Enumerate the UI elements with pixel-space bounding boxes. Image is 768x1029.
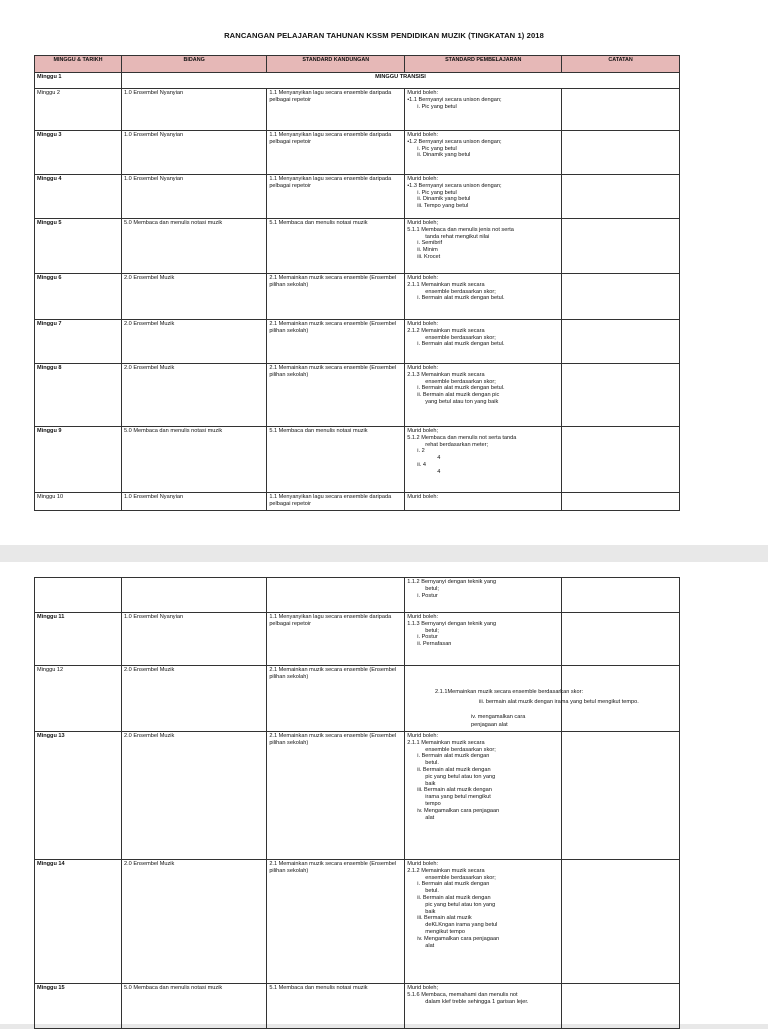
bidang-cell: 2.0 Ensembel Muzik xyxy=(121,732,266,860)
pembelajaran-line: Murid boleh: xyxy=(407,614,439,620)
kandungan-cell: 2.1 Memainkan muzik secara ensemble (Ensembel pilihan sekolah) xyxy=(267,320,405,364)
pembelajaran-cell xyxy=(405,274,562,320)
pembelajaran-line: iii. Tempo yang betul xyxy=(417,203,469,210)
pembelajaran-line: i. Postur xyxy=(417,634,438,641)
pembelajaran-line: Murid boleh: xyxy=(407,275,439,281)
bidang-cell: 1.0 Ensembel Nyanyian xyxy=(121,493,266,511)
pembelajaran-line: 1.1.2 Bernyanyi dengan teknik yang xyxy=(407,579,497,585)
pembelajaran-line: 4 xyxy=(437,468,441,475)
pembelajaran-line: ensemble berdasarkan skor; xyxy=(425,746,496,753)
pembelajaran-line: deKLKngan irama yang betul xyxy=(425,922,498,929)
week-cell: Minggu 8 xyxy=(35,364,122,427)
table-row xyxy=(35,364,680,427)
table-row xyxy=(35,73,680,89)
pembelajaran-line: ii. Pernafasan xyxy=(417,641,452,648)
pembelajaran-line: iii. Bermain alat muzik xyxy=(417,915,472,922)
overflow-text-line: 2.1.1Memainkan muzik secara ensemble berdasarkan skor: xyxy=(435,689,583,695)
pembelajaran-line: Murid boleh; xyxy=(407,428,439,434)
table-row xyxy=(35,613,680,666)
table-row xyxy=(35,175,680,219)
pembelajaran-line: rehat berdasarkan meter; xyxy=(425,441,489,448)
kandungan-cell: 5.1 Membaca dan menulis notasi muzik xyxy=(267,219,405,274)
pembelajaran-line: Murid boleh: xyxy=(407,132,439,138)
pembelajaran-line: tanda rehat mengikut nilai xyxy=(425,233,490,240)
week-cell: Minggu 6 xyxy=(35,274,122,320)
catatan-cell xyxy=(562,320,680,364)
pembelajaran-line: ensemble berdasarkan skor; xyxy=(425,334,496,341)
week-cell: Minggu 14 xyxy=(35,860,122,984)
kandungan-cell: 5.1 Membaca dan menulis notasi muzik xyxy=(267,427,405,493)
pembelajaran-line: i. Pic yang betul xyxy=(417,189,457,196)
catatan-cell xyxy=(562,860,680,984)
pembelajaran-cell xyxy=(405,860,562,984)
pembelajaran-line: Murid boleh: xyxy=(407,321,439,327)
table-row xyxy=(35,89,680,131)
table-row xyxy=(35,984,680,1029)
table-row xyxy=(35,427,680,493)
pembelajaran-cell xyxy=(405,578,562,613)
pembelajaran-line: alat xyxy=(425,942,435,949)
pembelajaran-line: ii. 4 xyxy=(417,461,426,468)
kandungan-cell: 1.1 Menyanyikan lagu secara ensemble daripada pelbagai repetoir xyxy=(267,175,405,219)
kandungan-cell: 2.1 Memainkan muzik secara ensemble (Ensembel pilihan sekolah) xyxy=(267,732,405,860)
table-row xyxy=(35,131,680,175)
pembelajaran-line: baik xyxy=(425,908,436,915)
pembelajaran-line: Murid boleh: xyxy=(407,733,439,739)
week-cell: Minggu 13 xyxy=(35,732,122,860)
table-row xyxy=(35,732,680,860)
pembelajaran-line: tempo xyxy=(425,800,441,807)
pembelajaran-line: pic yang betul atau ton yang xyxy=(425,901,496,908)
week-cell: Minggu 9 xyxy=(35,427,122,493)
table-row xyxy=(35,274,680,320)
pembelajaran-line: ii. Dinamik yang betul xyxy=(417,196,471,203)
header-standard-pembelajaran: STANDARD PEMBELAJARAN xyxy=(405,56,562,73)
pembelajaran-line: ii. Bermain alat muzik dengan xyxy=(417,766,491,773)
week-cell: Minggu 11 xyxy=(35,613,122,666)
catatan-cell xyxy=(562,131,680,175)
pembelajaran-line: •1.1 Bernyanyi secara unison dengan; xyxy=(407,96,502,103)
bidang-cell: 2.0 Ensembel Muzik xyxy=(121,274,266,320)
pembelajaran-line: irama yang betul mengikut xyxy=(425,794,491,801)
pembelajaran-line: iii. Krocet xyxy=(417,253,441,260)
pembelajaran-line: ii. Bermain alat muzik dengan pic xyxy=(417,392,500,399)
week-cell: Minggu 4 xyxy=(35,175,122,219)
pembelajaran-line: betul; xyxy=(425,585,439,592)
bidang-cell: 5.0 Membaca dan menulis notasi muzik xyxy=(121,427,266,493)
pembelajaran-cell xyxy=(405,427,562,493)
catatan-cell xyxy=(562,984,680,1029)
bidang-cell: 2.0 Ensembel Muzik xyxy=(121,364,266,427)
week-cell: Minggu 15 xyxy=(35,984,122,1029)
bidang-cell xyxy=(121,578,266,613)
catatan-cell xyxy=(562,427,680,493)
pembelajaran-cell xyxy=(405,219,562,274)
pembelajaran-line: ii. Minim xyxy=(417,247,438,254)
bidang-cell: 2.0 Ensembel Muzik xyxy=(121,860,266,984)
pembelajaran-cell xyxy=(405,364,562,427)
bidang-cell: 1.0 Ensembel Nyanyian xyxy=(121,613,266,666)
pembelajaran-line: iv. Mengamalkan cara penjagaan xyxy=(417,935,500,942)
week-cell: Minggu 10 xyxy=(35,493,122,511)
pembelajaran-line: 1.1.3 Bernyanyi dengan teknik yang xyxy=(407,620,497,627)
catatan-cell xyxy=(562,89,680,131)
lesson-plan-table-page-2 xyxy=(34,577,680,1029)
pembelajaran-line: ensemble berdasarkan skor; xyxy=(425,874,496,881)
week-cell xyxy=(35,578,122,613)
bidang-cell: 5.0 Membaca dan menulis notasi muzik xyxy=(121,219,266,274)
week-cell: Minggu 5 xyxy=(35,219,122,274)
catatan-cell xyxy=(562,219,680,274)
pembelajaran-line: baik xyxy=(425,780,436,787)
bidang-cell: 1.0 Ensembel Nyanyian xyxy=(121,175,266,219)
pembelajaran-cell xyxy=(405,613,562,666)
kandungan-cell: 1.1 Menyanyikan lagu secara ensemble daripada pelbagai repetoir xyxy=(267,613,405,666)
pembelajaran-line: ii. Dinamik yang betul xyxy=(417,152,471,159)
overflow-text-line: penjagaan alat xyxy=(471,722,508,728)
kandungan-cell: 2.1 Memainkan muzik secara ensemble (Ensembel pilihan sekolah) xyxy=(267,364,405,427)
pembelajaran-line: iv. Mengamalkan cara penjagaan xyxy=(417,807,500,814)
pembelajaran-line: Murid boleh: xyxy=(407,861,439,867)
kandungan-cell xyxy=(267,578,405,613)
catatan-cell xyxy=(562,613,680,666)
table-row xyxy=(35,320,680,364)
transition-label: MINGGU TRANSISI xyxy=(121,73,679,89)
pembelajaran-line: ensemble berdasarkan skor; xyxy=(425,378,496,385)
catatan-cell xyxy=(562,274,680,320)
catatan-cell xyxy=(562,578,680,613)
pembelajaran-line: 5.1.1 Membaca dan menulis jenis not serta xyxy=(407,226,514,233)
catatan-cell xyxy=(562,493,680,511)
pembelajaran-line: i. Pic yang betul xyxy=(417,145,457,152)
pembelajaran-cell xyxy=(405,175,562,219)
pembelajaran-line: i. Postur xyxy=(417,592,438,599)
pembelajaran-line: i. Bermain alat muzik dengan xyxy=(417,881,490,888)
kandungan-cell: 2.1 Memainkan muzik secara ensemble (Ensembel pilihan sekolah) xyxy=(267,274,405,320)
table-row xyxy=(35,578,680,613)
kandungan-cell: 2.1 Memainkan muzik secara ensemble (Ensembel pilihan sekolah) xyxy=(267,860,405,984)
pembelajaran-cell xyxy=(405,89,562,131)
kandungan-cell: 1.1 Menyanyikan lagu secara ensemble daripada pelbagai repetoir xyxy=(267,131,405,175)
bidang-cell: 2.0 Ensembel Muzik xyxy=(121,320,266,364)
pembelajaran-line: iii. Bermain alat muzik dengan xyxy=(417,787,492,794)
kandungan-cell: 5.1 Membaca dan menulis notasi muzik xyxy=(267,984,405,1029)
bidang-cell: 1.0 Ensembel Nyanyian xyxy=(121,131,266,175)
table-row xyxy=(35,493,680,511)
pembelajaran-line: 2.1.2 Memainkan muzik secara xyxy=(407,867,485,874)
pembelajaran-line: ii. Bermain alat muzik dengan xyxy=(417,894,491,901)
overflow-text-line: iii. bermain alat muzik dengan irama yang betul mengikut tempo. xyxy=(479,699,639,705)
pembelajaran-line: i. Pic yang betul xyxy=(417,103,457,110)
pembelajaran-cell xyxy=(405,493,562,511)
pembelajaran-line: 2.1.3 Memainkan muzik secara xyxy=(407,371,485,378)
pembelajaran-line: 4 xyxy=(437,455,441,462)
pembelajaran-line: •1.3 Bernyanyi secara unison dengan; xyxy=(407,182,502,189)
header-minggu: MINGGU & TARIKH xyxy=(35,56,122,73)
week-cell: Minggu 2 xyxy=(35,89,122,131)
pembelajaran-line: Murid boleh; xyxy=(407,220,439,226)
pembelajaran-line: 2.1.2 Memainkan muzik secara xyxy=(407,327,485,334)
pembelajaran-line: yang betul atau ton yang baik xyxy=(425,398,499,405)
pembelajaran-cell xyxy=(405,984,562,1029)
pembelajaran-line: pic yang betul atau ton yang xyxy=(425,773,496,780)
kandungan-cell: 1.1 Menyanyikan lagu secara ensemble daripada pelbagai repetoir xyxy=(267,89,405,131)
pembelajaran-line: 2.1.1 Memainkan muzik secara xyxy=(407,281,485,288)
header-bidang: BIDANG xyxy=(121,56,266,73)
pembelajaran-line: i. Bermain alat muzik dengan xyxy=(417,753,490,760)
pembelajaran-line: betul; xyxy=(425,627,439,634)
catatan-cell xyxy=(562,732,680,860)
pembelajaran-line: betul. xyxy=(425,760,439,767)
pembelajaran-line: alat xyxy=(425,814,435,821)
week-cell: Minggu 1 xyxy=(35,73,122,89)
header-standard-kandungan: STANDARD KANDUNGAN xyxy=(267,56,405,73)
kandungan-cell: 2.1 Memainkan muzik secara ensemble (Ensembel pilihan sekolah) xyxy=(267,666,405,732)
week-cell: Minggu 3 xyxy=(35,131,122,175)
pembelajaran-line: Murid boleh: xyxy=(407,365,439,371)
bidang-cell: 1.0 Ensembel Nyanyian xyxy=(121,89,266,131)
bidang-cell: 5.0 Membaca dan menulis notasi muzik xyxy=(121,984,266,1029)
pembelajaran-line: 2.1.1 Memainkan muzik secara xyxy=(407,739,485,746)
pembelajaran-cell xyxy=(405,131,562,175)
pembelajaran-line: Murid boleh; xyxy=(407,985,439,991)
pembelajaran-cell xyxy=(405,732,562,860)
pembelajaran-line: 5.1.6 Membaca, memahami dan menulis not xyxy=(407,991,518,998)
week-cell: Minggu 12 xyxy=(35,666,122,732)
catatan-cell xyxy=(562,364,680,427)
pembelajaran-cell xyxy=(405,320,562,364)
catatan-cell xyxy=(562,175,680,219)
kandungan-cell: 1.1 Menyanyikan lagu secara ensemble daripada pelbagai repetoir xyxy=(267,493,405,511)
pembelajaran-line: ensemble berdasarkan skor; xyxy=(425,288,496,295)
pembelajaran-line: Murid boleh: xyxy=(407,176,439,182)
pembelajaran-line: i. 2 xyxy=(417,448,425,455)
table-row xyxy=(35,219,680,274)
pembelajaran-line: i. Bermain alat muzik dengan betul. xyxy=(417,295,505,302)
document-title: RANCANGAN PELAJARAN TAHUNAN KSSM PENDIDIKAN MUZIK (TINGKATAN 1) 2018 xyxy=(224,31,544,40)
pembelajaran-line: mengikut tempo xyxy=(425,928,466,935)
week-cell: Minggu 7 xyxy=(35,320,122,364)
pembelajaran-line: i. Bermain alat muzik dengan betul. xyxy=(417,341,505,348)
overflow-text-line: iv. mengamalkan cara xyxy=(471,714,526,720)
pembelajaran-line: dalam klef treble sehingga 1 garisan lejer. xyxy=(425,998,529,1005)
pembelajaran-line: 5.1.2 Membaca dan menulis not serta tanda xyxy=(407,434,517,441)
bidang-cell: 2.0 Ensembel Muzik xyxy=(121,666,266,732)
header-catatan: CATATAN xyxy=(562,56,680,73)
pembelajaran-line: i. Bermain alat muzik dengan betul. xyxy=(417,385,505,392)
pembelajaran-line: i. Semibrif xyxy=(417,240,443,247)
lesson-plan-table-page-1 xyxy=(34,55,680,511)
table-row xyxy=(35,860,680,984)
pembelajaran-line: Murid boleh: xyxy=(407,90,439,96)
pembelajaran-line: betul. xyxy=(425,888,439,895)
pembelajaran-line: •1.2 Bernyanyi secara unison dengan; xyxy=(407,138,502,145)
pembelajaran-line: Murid boleh: xyxy=(407,494,439,500)
